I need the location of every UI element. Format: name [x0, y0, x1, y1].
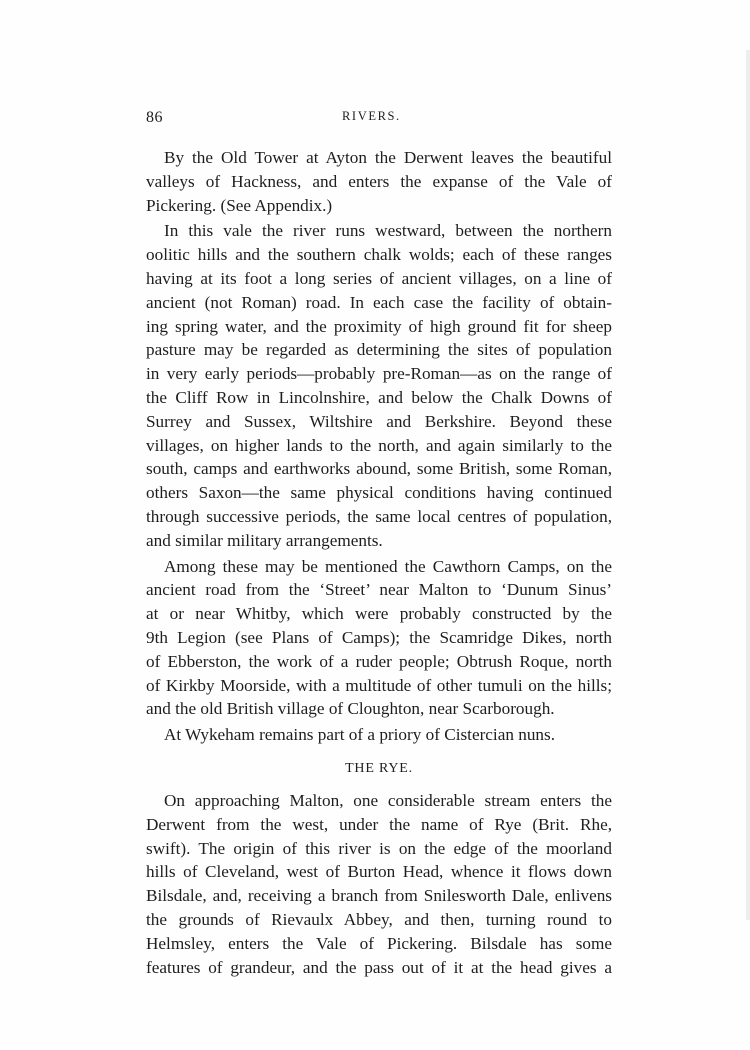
text-line: and similar military arrangements. — [146, 530, 383, 550]
text-line: the grounds of Rievaulx Abbey, and then, turning round to — [146, 909, 612, 929]
text-line: south, camps and earthworks abound, some British, some Roman, — [146, 459, 612, 479]
paragraph — [146, 555, 612, 722]
text-line: others Saxon—the same physical conditions having continued — [146, 483, 612, 503]
text-line: ing spring water, and the proximity of high ground fit for sheep — [146, 316, 612, 336]
text-line: ancient (not Roman) road. In each case the facility of obtain- — [146, 292, 612, 312]
text-line: the Cliff Row in Lincolnshire, and below the Chalk Downs of — [146, 387, 612, 407]
text-line: In this vale the river runs westward, between the northern — [164, 221, 612, 241]
text-line: hills of Cleveland, west of Burton Head, whence it flows down — [146, 862, 612, 882]
text-line: Helmsley, enters the Vale of Pickering. Bilsdale has some — [146, 933, 612, 953]
text-line: ancient road from the ‘Street’ near Malton to ‘Dunum Sinus’ — [146, 580, 612, 600]
paragraph — [146, 789, 612, 979]
text-line: Among these may be mentioned the Cawthorn Camps, on the — [164, 556, 612, 576]
text-line: oolitic hills and the southern chalk wolds; each of these ranges — [146, 245, 612, 265]
text-line: 9th Legion (see Plans of Camps); the Scamridge Dikes, north — [146, 627, 612, 647]
page-body — [146, 146, 612, 979]
text-line: villages, on higher lands to the north, and again similarly to the — [146, 435, 612, 455]
paragraph — [146, 146, 612, 217]
text-line: On approaching Malton, one considerable stream enters the — [164, 790, 612, 810]
paragraph — [146, 219, 612, 552]
page-number: 86 — [146, 109, 163, 126]
text-line: swift). The origin of this river is on the edge of the moorland — [146, 838, 612, 858]
text-line: at or near Whitby, which were probably constructed by the — [146, 604, 612, 624]
text-line: Surrey and Sussex, Wiltshire and Berkshire. Beyond these — [146, 411, 612, 431]
text-line: At Wykeham remains part of a priory of Cistercian nuns. — [164, 725, 555, 745]
running-title: RIVERS. — [342, 109, 401, 123]
page-header — [146, 109, 610, 133]
text-line: having at its foot a long series of ancient villages, on a line of — [146, 268, 612, 288]
text-line: Bilsdale, and, receiving a branch from Snilesworth Dale, enlivens — [146, 886, 612, 906]
text-line: Derwent from the west, under the name of Rye (Brit. Rhe, — [146, 814, 612, 834]
text-line: features of grandeur, and the pass out of it at the head gives a — [146, 957, 612, 977]
text-line: and the old British village of Cloughton, near Scarborough. — [146, 699, 555, 719]
text-line: pasture may be regarded as determining the sites of population — [146, 340, 612, 360]
text-line: of Ebberston, the work of a ruder people; Obtrush Roque, north — [146, 651, 612, 671]
page-edge-shadow — [746, 50, 750, 920]
text-line: By the Old Tower at Ayton the Derwent leaves the beautiful — [164, 148, 612, 167]
text-line: in very early periods—probably pre-Roman—as on the range of — [146, 364, 612, 384]
text-line: of Kirkby Moorside, with a multitude of other tumuli on the hills; — [146, 675, 612, 695]
text-line: Pickering. (See Appendix.) — [146, 195, 333, 215]
paragraph — [146, 723, 612, 747]
text-line: valleys of Hackness, and enters the expanse of the Vale of — [146, 171, 612, 191]
text-line: through successive periods, the same local centres of population, — [146, 506, 612, 526]
section-heading: THE RYE. — [345, 760, 413, 776]
